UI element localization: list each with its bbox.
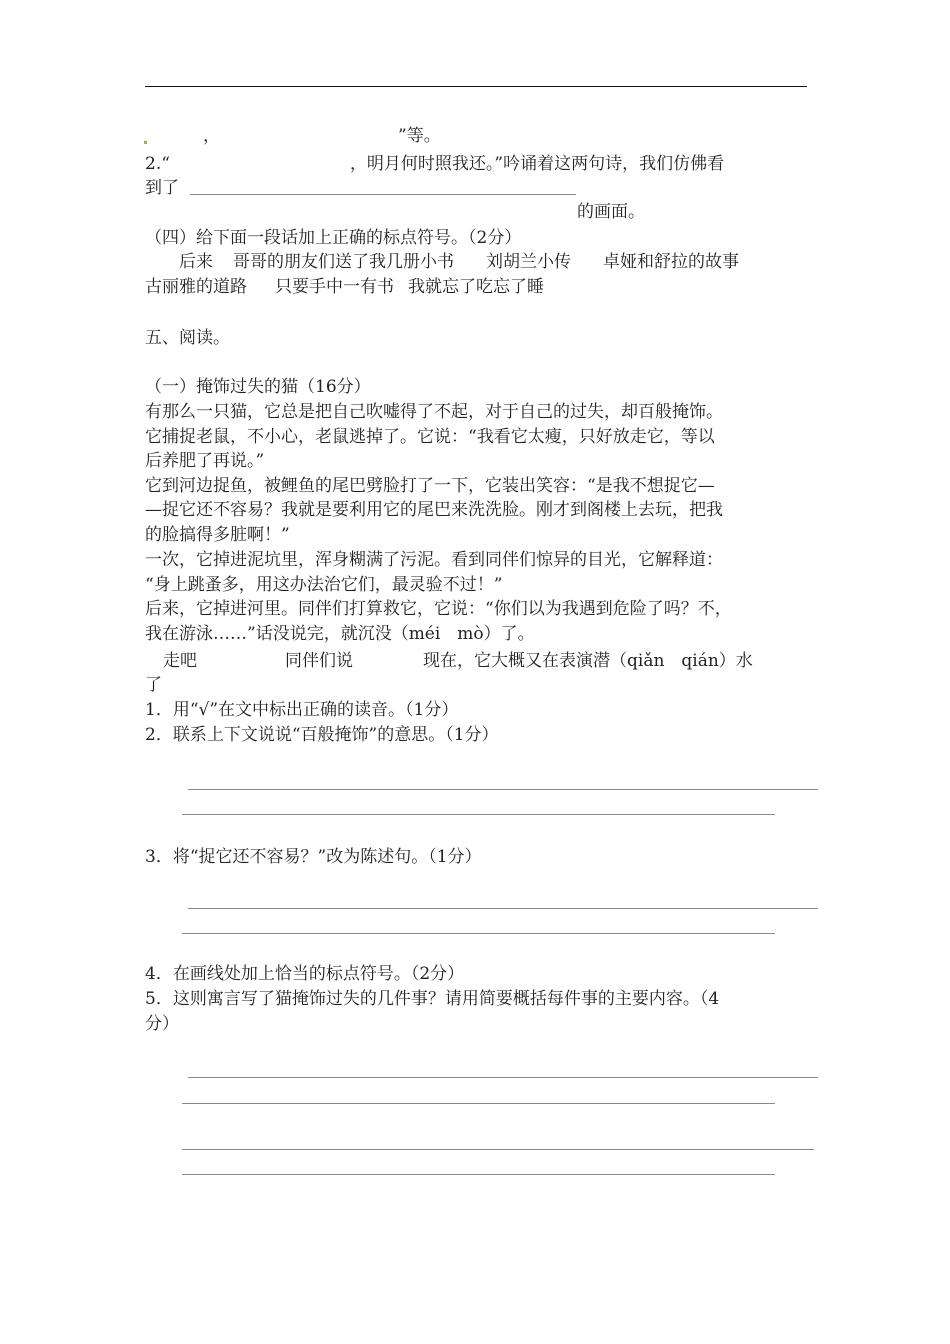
story-line-5: —捉它还不容易？我就是要利用它的尾巴来洗洗脸。刚才到阁楼上去玩，把我 — [145, 500, 723, 520]
answer-line-q5-3[interactable] — [182, 1149, 814, 1150]
question-4: 4．在画线处加上恰当的标点符号。（2分） — [145, 964, 465, 984]
question-2-line-2 — [145, 176, 179, 200]
last-part-1: 走吧 — [163, 651, 197, 671]
story-line-10: 我在游泳……”话没说完，就沉没（méi mò）了。 — [145, 624, 535, 644]
question-2-line — [145, 152, 724, 176]
p2-part-2: 只要手中一有书 — [275, 277, 394, 297]
q2-answer-blank[interactable] — [190, 194, 576, 195]
section-5-heading: 五、阅读。 — [145, 328, 230, 348]
story-line-6: 的脸搞得多脏啊！” — [145, 525, 290, 545]
story-last-line — [145, 649, 753, 673]
q2-mid: ，明月何时照我还。”吟诵着这两句诗，我们仿佛看 — [349, 154, 725, 174]
story-last-line-end: 了 — [145, 675, 162, 695]
p1-part-4: 卓娅和舒拉的故事 — [603, 252, 739, 272]
comma: ， — [203, 126, 220, 146]
answer-line-q5-1[interactable] — [188, 1077, 818, 1078]
story-line-2: 它捕捉老鼠，不小心，老鼠逃掉了。它说：“我看它太瘦，只好放走它，等以 — [145, 427, 715, 447]
section-4-heading: （四）给下面一段话加上正确的标点符号。（2分） — [145, 228, 522, 248]
story-line-3: 后养肥了再说。” — [145, 451, 265, 471]
question-5: 5．这则寓言写了猫掩饰过失的几件事？请用简要概括每件事的主要内容。（4 — [145, 989, 720, 1009]
answer-line-q3-2[interactable] — [182, 933, 775, 934]
question-3: 3．将“捉它还不容易？”改为陈述句。（1分） — [145, 847, 482, 867]
line1-end: ”等。 — [398, 126, 441, 146]
reading-title: （一）掩饰过失的猫（16分） — [145, 377, 371, 397]
p2-part-3: 我就忘了吃忘了睡 — [408, 277, 544, 297]
q2-line3: 的画面。 — [577, 202, 645, 222]
q2-line2: 到了 — [145, 178, 179, 198]
header-rule — [145, 86, 807, 87]
story-line-1: 有那么一只猫，它总是把自己吹嘘得了不起，对于自己的过失，却百般掩饰。 — [145, 402, 723, 422]
story-line-7: 一次，它掉进泥坑里，浑身糊满了污泥。看到同伴们惊异的目光，它解释道： — [145, 550, 723, 570]
punctuation-paragraph-line-2 — [145, 275, 544, 299]
question-1: 1．用“√”在文中标出正确的读音。（1分） — [145, 700, 459, 720]
answer-line-q5-4[interactable] — [182, 1174, 775, 1175]
question-2-line-3 — [577, 200, 645, 224]
last-part-2: 同伴们说 — [285, 651, 353, 671]
story-line-4: 它到河边捉鱼，被鲤鱼的尾巴劈脸打了一下，它装出笑容：“是我不想捉它— — [145, 476, 715, 496]
q2-start: 2.“ — [145, 154, 170, 174]
question-2: 2．联系上下文说说“百般掩饰”的意思。（1分） — [145, 725, 499, 745]
last-part-3: 现在，它大概又在表演潜（qiǎn qián）水 — [423, 651, 753, 671]
story-line-8: “身上跳蚤多，用这办法治它们，最灵验不过！” — [145, 575, 503, 595]
p1-part-3: 刘胡兰小传 — [486, 252, 571, 272]
p1-part-1: 后来 — [179, 252, 213, 272]
question-5-cont: 分） — [145, 1014, 179, 1034]
answer-line-q2-1[interactable] — [188, 789, 818, 790]
answer-line-q2-2[interactable] — [182, 814, 775, 815]
p2-part-1: 古丽雅的道路 — [145, 277, 247, 297]
answer-line-q5-2[interactable] — [182, 1103, 775, 1104]
story-line-9: 后来，它掉进河里。同伴们打算救它，它说：“你们以为我遇到危险了吗？不， — [145, 599, 732, 619]
answer-line-q3-1[interactable] — [188, 908, 818, 909]
punctuation-paragraph-line-1 — [145, 250, 739, 274]
fill-line-1 — [145, 124, 441, 148]
p1-part-2: 哥哥的朋友们送了我几册小书 — [233, 252, 454, 272]
